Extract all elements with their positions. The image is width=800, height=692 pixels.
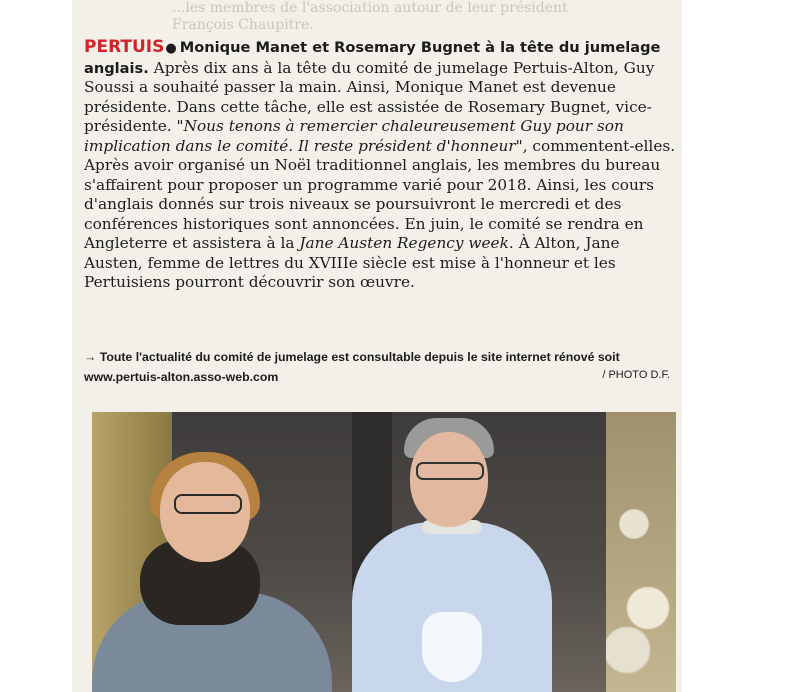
article-headline: Monique Manet et Rosemary Bugnet à la tête du jumelage anglais. (84, 39, 661, 77)
decorative-tree (606, 412, 676, 692)
website-url: www.pertuis-alton.asso-web.com (84, 370, 279, 384)
photo-credit: / PHOTO D.F. (602, 369, 670, 381)
bleed-line: ...les membres de l'association autour de leur président (172, 0, 568, 16)
glasses-icon (416, 462, 484, 480)
body-text-2: , commentent-elles. Après avoir organisé un Noël traditionnel anglais, les membres du bureau s'affairent pour proposer un programme varié pour 2018. Ainsi, les cours d'anglais donnés sur trois niveaux se poursuivront le mercredi et des conférences historiques sont annoncées. En juin, le comité se rendra en Angleterre et assistera à la (84, 136, 676, 252)
glasses-icon (174, 494, 242, 514)
bleed-through-text (172, 0, 672, 34)
arrow-icon: → (84, 350, 97, 364)
event-name: Jane Austen Regency week (299, 234, 509, 252)
article-photo (92, 412, 676, 692)
body-text-1: Après dix ans à la tête du comité de jumelage Pertuis-Alton, Guy Soussi a souhaité passer la main. Ainsi, Monique Manet est devenue présidente. Dans cette tâche, elle est assistée de Rosemary Bugnet, vice-présidente. (84, 58, 655, 135)
note-text: Toute l'actualité du comité de jumelage est consultable depuis le site internet rénové soit (99, 350, 620, 364)
kicker-city: PERTUIS (84, 37, 165, 57)
bleed-line: François Chaupitre. (172, 17, 314, 33)
reindeer-motif (422, 612, 482, 682)
bullet-icon: ● (165, 41, 177, 56)
website-note (84, 347, 676, 387)
article-body (84, 38, 676, 293)
body-quote: "Nous tenons à remercier chaleureusement Guy pour son implication dans le comité. Il reste président d'honneur" (84, 117, 624, 155)
body-text-3: . À Alton, Jane Austen, femme de lettres du XVIIIe siècle est mise à l'honneur et les Pertuisiens pourront découvrir son œuvre. (84, 234, 620, 291)
newspaper-clipping (72, 0, 682, 692)
